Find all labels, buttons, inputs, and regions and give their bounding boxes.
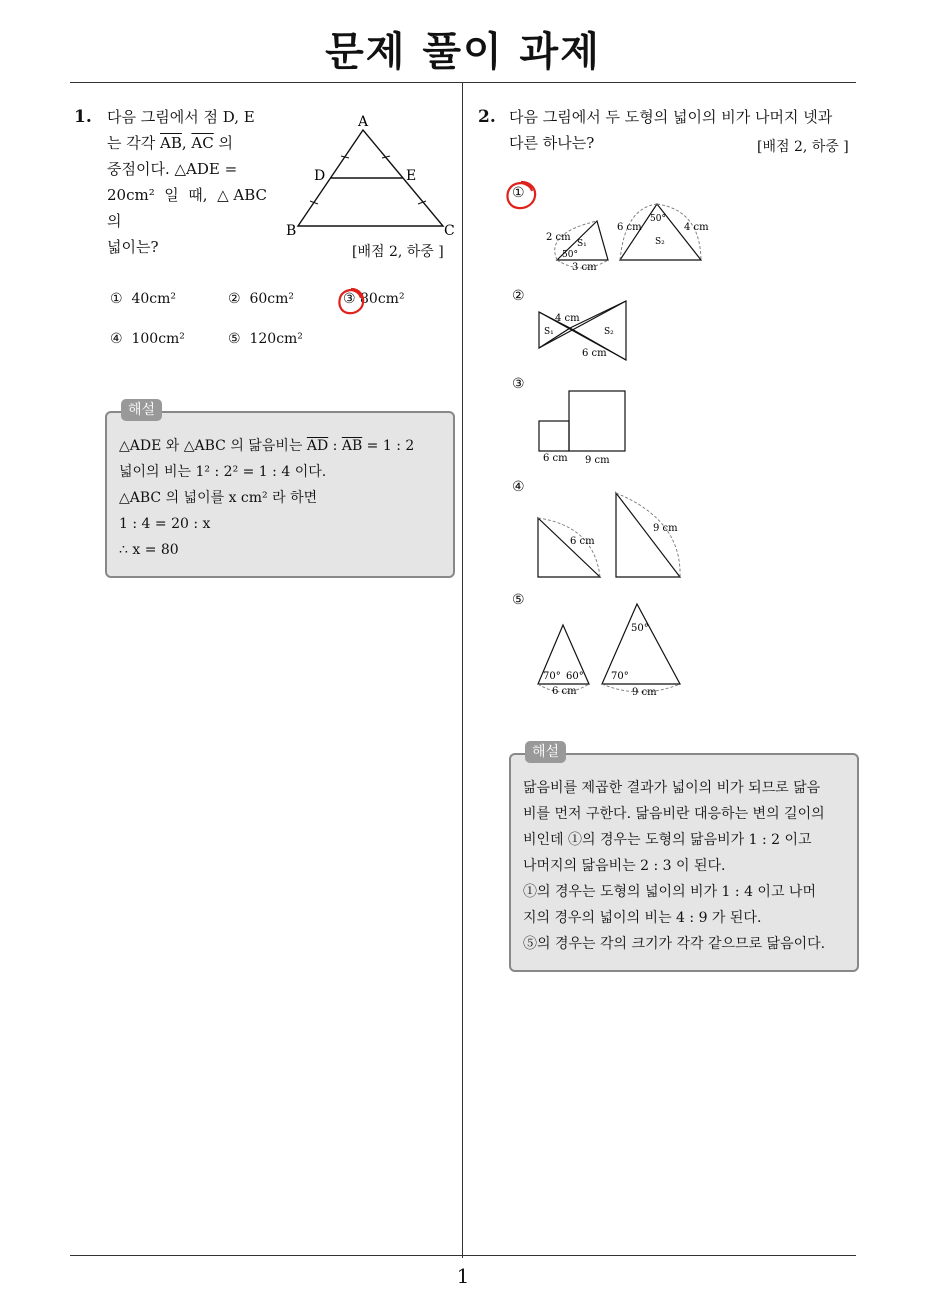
q1-number: 1. [74,107,92,127]
solution-line: 비인데 ①의 경우는 도형의 닮음비가 1 : 2 이고 [523,832,812,848]
area-label-s2: S₂ [655,237,665,247]
len-label: 6 cm [582,348,607,359]
q2-score: [배점 2, 하중 ] [757,139,849,155]
q2-line: 다음 그림에서 두 도형의 넓이의 비가 나머지 넷과 [509,108,833,126]
label-c: C [444,223,455,238]
q2-option-5-figure [534,600,686,700]
segment-ac: $\overline{AC}$ [191,134,214,152]
solution-tag: 해설 [525,741,566,763]
choice-text: 60cm² [249,291,295,307]
q1-text-fragment: 는 각각 [107,134,161,152]
right-triangle-large [616,493,680,577]
angle-label: 50° [631,623,649,634]
column-divider [462,83,463,1258]
small-square [539,421,569,451]
angle-label: 50° [650,214,666,224]
q2-line: 다른 하나는? [509,134,595,152]
q2-number: 2. [478,107,496,127]
q2-option-3-figure [535,386,631,466]
area-label-s1: S₁ [544,327,554,337]
solution-line: 넓이의 비는 1² : 2² = 1 : 4 이다. [119,464,327,480]
page-number: 1 [456,1264,470,1288]
solution-line: 지의 경우의 넓이의 비는 4 : 9 가 된다. [523,910,762,926]
q1-choice-1[interactable] [110,291,176,307]
q1-choice-2[interactable] [228,291,294,307]
len-label: 4 cm [684,222,709,233]
len-label: 4 cm [555,313,580,324]
q1-choice-5[interactable] [228,331,303,347]
q2-option-4-figure [534,490,686,580]
q2-option-1-figure [540,198,710,272]
angle-label: 70° [543,671,561,682]
q1-text-fragment: , [181,134,192,152]
q2-option-5-mark[interactable]: ⑤ [512,592,525,608]
label-a: A [358,114,369,130]
len-label: 2 cm [546,232,571,243]
q1-triangle-figure [280,108,460,238]
solution-line [119,433,414,459]
choice-mark: ④ [110,331,123,347]
angle-label: 70° [611,671,629,682]
choice-text: 40cm² [131,291,177,307]
solution-line: 비를 먼저 구한다. 닮음비란 대응하는 변의 길이의 [523,806,825,822]
solution-line: ∴ x = 80 [119,542,179,558]
q1-line [107,130,267,156]
choice-text: 100cm² [131,331,185,347]
top-rule [70,82,856,83]
q1-score: [배점 2, 하중 ] [352,244,444,260]
len-label: 9 cm [653,523,678,534]
q1-line: 20cm² 일 때, △ABC 의 [107,186,267,230]
len-label: 6 cm [617,222,642,233]
segment-ab: $\overline{AB}$ [160,134,182,152]
choice-mark: ⑤ [228,331,241,347]
q1-text-fragment: 의 [213,134,233,152]
angle-label: 60° [566,671,584,682]
label-d: D [314,168,326,184]
large-square [569,391,625,451]
solution-line: 1 : 4 = 20 : x [119,516,211,532]
label-e: E [406,168,417,184]
choice-mark: ① [110,291,123,307]
q2-option-3-mark[interactable]: ③ [512,376,525,392]
q2-answer-mark-icon [504,179,538,211]
solution-line: △ABC 의 넓이를 x cm² 라 하면 [119,490,318,506]
q2-option-1-mark[interactable]: ① [512,185,525,201]
len-label: 3 cm [572,262,597,272]
label-b: B [286,223,297,238]
solution-fragment: = 1 : 2 [362,438,415,454]
len-label: 6 cm [570,536,595,547]
q1-solution-box [105,402,455,578]
q1-line: 넓이는? [107,238,159,256]
q2-option-4-mark[interactable]: ④ [512,479,525,495]
solution-line: 닮음비를 제곱한 결과가 넓이의 비가 되므로 닮음 [523,780,821,796]
bottom-rule [70,1255,856,1256]
page-title: 문제 풀이 과제 [325,29,601,75]
cross-line [539,301,626,348]
q2-option-2-mark[interactable]: ② [512,288,525,304]
solution-line: ①의 경우는 도형의 넓이의 비가 1 : 4 이고 나머 [523,884,816,900]
solution-tag: 해설 [121,399,162,421]
solution-fragment: △ADE 와 △ABC 의 닮음비는 [119,438,307,454]
segment-ad: $\overline{AD}$ [306,438,329,454]
solution-line: ⑤의 경우는 각의 크기가 각각 같으므로 닮음이다. [523,936,826,952]
len-label: 6 cm [552,686,577,697]
choice-text: 120cm² [249,331,303,347]
len-label: 9 cm [585,455,610,466]
q2-option-2-figure [532,296,636,368]
q2-solution-box [509,744,859,972]
q1-answer-mark-icon [336,286,366,316]
len-label: 9 cm [632,687,657,698]
angle-label: 50° [562,250,578,260]
q1-line: 다음 그림에서 점 D, E [107,108,255,126]
q1-line: 중점이다. △ADE = [107,160,238,178]
len-label: 6 cm [543,453,568,464]
area-label-s1: S₁ [577,239,587,249]
solution-line: 나머지의 닮음비는 2 : 3 이 된다. [523,858,726,874]
choice-mark: ③ [343,291,356,307]
q1-text [107,104,267,260]
q1-choice-4[interactable] [110,331,185,347]
choice-text: 80cm² [360,291,405,307]
area-label-s2: S₂ [604,327,614,337]
choice-mark: ② [228,291,241,307]
solution-fragment: : [328,438,342,454]
segment-ab: $\overline{AB}$ [341,438,363,454]
